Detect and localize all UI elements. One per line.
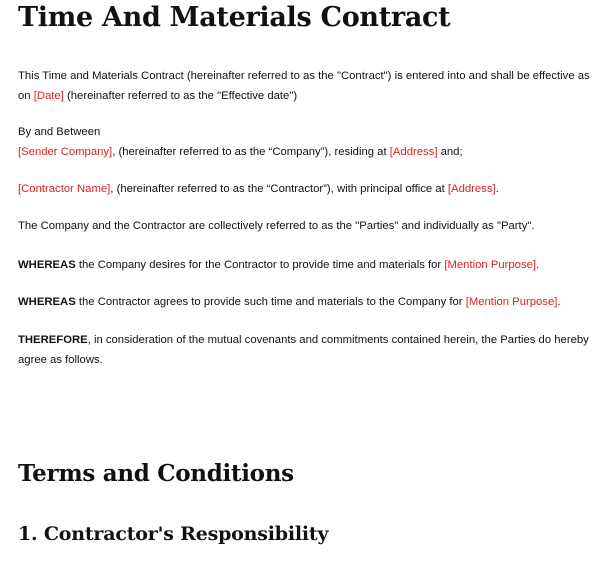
whereas-keyword-2: WHEREAS (18, 296, 76, 308)
whereas-end-1: . (536, 259, 540, 271)
purpose-placeholder-2: [Mention Purpose] (465, 296, 558, 308)
sender-text-1: , (hereinafter referred to as the “Company”), residing at (112, 146, 390, 158)
terms-and-conditions-heading: Terms and Conditions (18, 460, 294, 487)
whereas-paragraph-2 (18, 292, 593, 312)
sender-company-placeholder: [Sender Company] (18, 146, 113, 158)
contractor-address-placeholder: [Address] (447, 183, 496, 195)
whereas-paragraph-1 (18, 255, 593, 275)
contractor-responsibility-heading: 1. Contractor's Responsibility (18, 523, 329, 545)
therefore-paragraph (18, 330, 593, 370)
whereas-text-2: the Contractor agrees to provide such time and materials to the Company for (75, 296, 466, 308)
intro-paragraph (18, 66, 593, 106)
contractor-paragraph (18, 179, 593, 199)
parties-paragraph: The Company and the Contractor are collectively referred to as the "Parties" and individually as "Party". (18, 220, 535, 232)
sender-text-2: and; (437, 146, 463, 158)
contractor-name-placeholder: [Contractor Name] (18, 183, 111, 195)
contractor-text-2: . (495, 183, 499, 195)
date-placeholder: [Date] (33, 90, 64, 102)
whereas-text-1: the Company desires for the Contractor to provide time and materials for (75, 259, 445, 271)
by-and-between: By and Between (18, 126, 101, 138)
sender-address-placeholder: [Address] (389, 146, 438, 158)
whereas-keyword-1: WHEREAS (18, 259, 76, 271)
therefore-text: , in consideration of the mutual covenants and commitments contained herein, the Parties do hereby agree as follows. (18, 334, 589, 366)
whereas-end-2: . (557, 296, 561, 308)
document-title: Time And Materials Contract (18, 2, 451, 33)
purpose-placeholder-1: [Mention Purpose] (444, 259, 537, 271)
contractor-text-1: , (hereinafter referred to as the “Contractor”), with principal office at (110, 183, 448, 195)
intro-text-1: This Time and Materials Contract (hereinafter referred to as the "Contract") is entered into and shall be effective as on (18, 70, 590, 102)
sender-paragraph (18, 142, 593, 162)
therefore-keyword: THEREFORE (18, 334, 88, 346)
intro-text-2: (hereinafter referred to as the "Effective date") (63, 90, 298, 102)
